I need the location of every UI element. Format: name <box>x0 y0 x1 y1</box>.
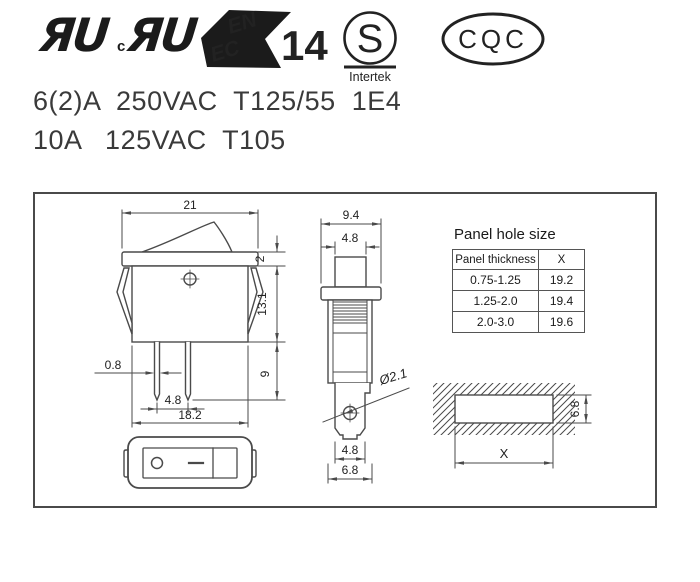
table-header-x: X <box>557 253 566 266</box>
bezel <box>122 252 258 266</box>
table-cell-x: 19.4 <box>549 294 574 308</box>
terminal-pin-right <box>186 342 191 400</box>
table-cell-thickness: 2.0-3.0 <box>453 312 539 332</box>
table-row <box>453 290 584 311</box>
table-header-thickness: Panel thickness <box>453 250 539 269</box>
dim-front-height: 13.1 <box>255 292 269 316</box>
rating-line-1: 6(2)A 250VAC T125/55 1E4 <box>33 86 402 116</box>
dim-front-pin-thickness: 0.8 <box>104 358 122 372</box>
cutout-rect <box>455 395 553 423</box>
cul-prefix: c <box>117 38 126 55</box>
rocker-actuator <box>142 222 232 252</box>
off-symbol <box>152 458 163 469</box>
panel-cutout-view <box>433 383 575 435</box>
side-flange <box>321 287 381 300</box>
dim-front-pin-gap: 4.8 <box>164 393 182 407</box>
enec-text-ec: EC <box>207 36 243 67</box>
intertek-label: Intertek <box>349 70 391 84</box>
cqc-label: CQC <box>458 24 528 54</box>
enec-text-en: EN <box>224 8 260 39</box>
table-cell-x: 19.6 <box>549 315 574 329</box>
dim-cutout-width: X <box>499 446 509 461</box>
table-header-row <box>453 250 584 269</box>
side-actuator <box>335 257 366 287</box>
dim-cutout-height: 6.8 <box>568 400 582 418</box>
dim-side-top-width: 9.4 <box>342 208 360 222</box>
ul-recognized-mark: ЯU <box>37 8 110 62</box>
enec-number: 14 <box>281 22 328 69</box>
dim-side-terminal-width: 4.8 <box>341 443 359 457</box>
left-snap-wing <box>117 268 132 334</box>
table-cell-thickness: 0.75-1.25 <box>453 270 539 290</box>
table-row <box>453 269 584 290</box>
table-cell-x: 19.2 <box>549 273 574 287</box>
dim-side-depth: 6.8 <box>341 463 359 477</box>
table-cell-thickness: 1.25-2.0 <box>453 291 539 311</box>
dimension-drawing <box>33 192 657 508</box>
dim-front-pin-length: 9 <box>258 370 272 378</box>
top-view <box>124 437 256 488</box>
dim-front-bezel: 2 <box>253 255 267 263</box>
panel-hole-table <box>452 249 585 333</box>
dim-front-body-width: 18.2 <box>178 408 202 422</box>
terminal-pin-left <box>155 342 160 400</box>
cqc-mark <box>432 12 554 68</box>
table-row <box>453 311 584 332</box>
rating-line-2: 10A 125VAC T105 <box>33 125 286 155</box>
side-body <box>328 300 372 383</box>
dim-hole-diameter: Ø2.1 <box>377 365 409 388</box>
dim-side-actuator-width: 4.8 <box>341 231 359 245</box>
dim-front-width: 21 <box>183 198 197 212</box>
cul-recognized-mark: ЯU <box>125 8 198 62</box>
panel-hole-table-title: Panel hole size <box>454 226 556 243</box>
intertek-s-letter: S <box>356 17 384 61</box>
intertek-mark <box>337 10 407 86</box>
enec-mark <box>197 5 329 75</box>
